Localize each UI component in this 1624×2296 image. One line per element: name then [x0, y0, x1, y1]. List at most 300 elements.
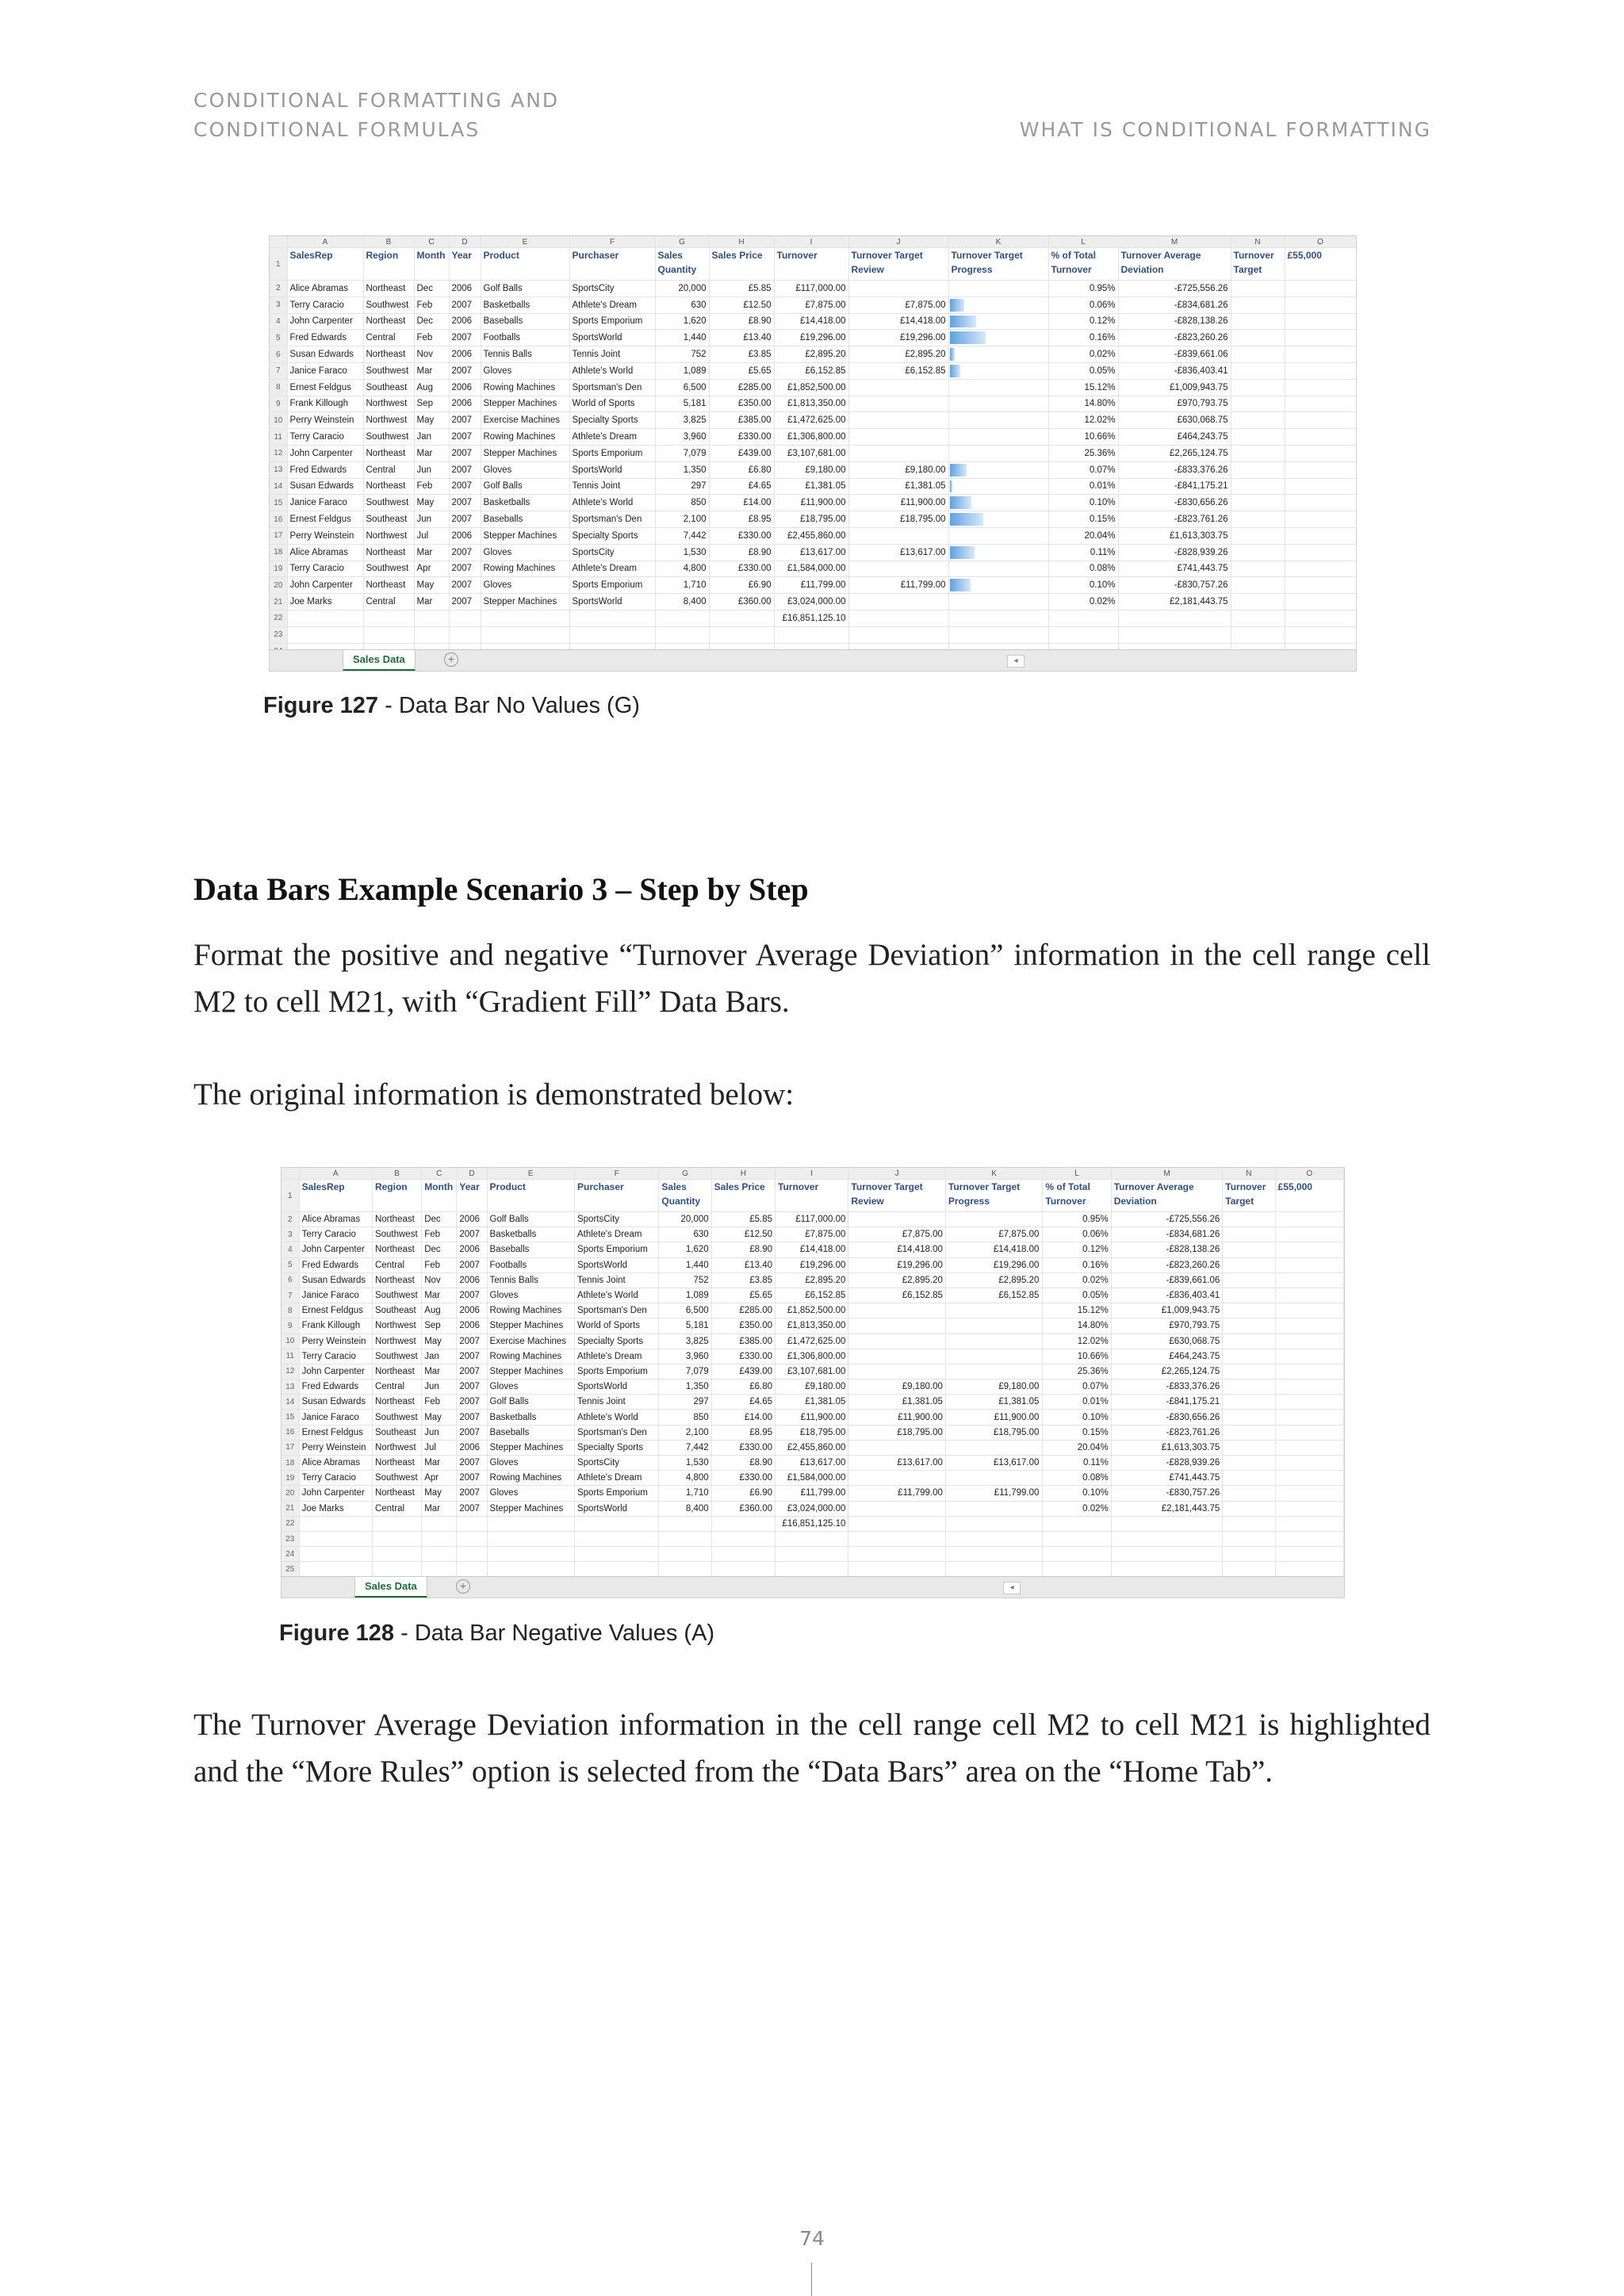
- table-cell[interactable]: [1275, 1456, 1343, 1471]
- table-cell[interactable]: [1048, 610, 1118, 626]
- table-cell[interactable]: SportsCity: [569, 281, 655, 297]
- table-cell[interactable]: £13,617.00: [848, 1456, 946, 1471]
- table-cell[interactable]: [1231, 561, 1285, 577]
- table-cell[interactable]: -£836,403.41: [1118, 362, 1231, 379]
- table-cell[interactable]: £11,900.00: [774, 495, 848, 511]
- table-cell[interactable]: [569, 610, 655, 626]
- table-cell[interactable]: £1,584,000.00: [774, 561, 848, 577]
- column-header-e[interactable]: E: [481, 236, 569, 248]
- table-cell[interactable]: 3,960: [659, 1349, 711, 1364]
- table-cell[interactable]: Tennis Joint: [569, 346, 655, 363]
- table-cell[interactable]: [945, 1516, 1043, 1531]
- column-header-c[interactable]: C: [422, 1168, 457, 1180]
- table-cell[interactable]: £1,472,625.00: [774, 412, 848, 429]
- table-cell[interactable]: [1048, 626, 1118, 643]
- column-title-9[interactable]: Turnover: [774, 248, 848, 281]
- table-cell[interactable]: -£834,681.26: [1118, 297, 1231, 313]
- table-cell[interactable]: £1,381.05: [774, 478, 848, 495]
- table-cell[interactable]: [1285, 429, 1356, 446]
- table-cell[interactable]: Alice Abramas: [299, 1212, 372, 1227]
- table-cell[interactable]: [1285, 330, 1356, 346]
- table-cell[interactable]: [848, 1501, 946, 1516]
- table-cell[interactable]: £2,265,124.75: [1118, 445, 1231, 461]
- table-cell[interactable]: Athlete's Dream: [569, 561, 655, 577]
- table-cell[interactable]: Sports Emporium: [574, 1242, 658, 1257]
- table-cell[interactable]: -£836,403.41: [1111, 1288, 1223, 1303]
- column-header-a[interactable]: A: [287, 236, 363, 248]
- table-cell[interactable]: 2007: [457, 1486, 487, 1501]
- data-bar-cell[interactable]: [945, 1471, 1043, 1486]
- table-cell[interactable]: 297: [659, 1395, 711, 1410]
- data-bar-cell[interactable]: [945, 1349, 1043, 1364]
- table-cell[interactable]: £1,472,625.00: [776, 1334, 848, 1349]
- table-cell[interactable]: 4,800: [655, 561, 709, 577]
- data-bar-cell[interactable]: [945, 1440, 1043, 1455]
- table-cell[interactable]: Fred Edwards: [287, 330, 363, 346]
- table-cell[interactable]: [481, 626, 569, 643]
- table-cell[interactable]: [1223, 1410, 1275, 1425]
- row-number[interactable]: 8: [282, 1303, 299, 1318]
- table-cell[interactable]: Northeast: [372, 1212, 421, 1227]
- table-cell[interactable]: Janice Faraco: [299, 1410, 372, 1425]
- table-cell[interactable]: Mar: [414, 544, 449, 561]
- table-cell[interactable]: 1,089: [659, 1288, 711, 1303]
- table-cell[interactable]: £7,875.00: [848, 1227, 946, 1242]
- table-cell[interactable]: £970,793.75: [1118, 396, 1231, 412]
- table-cell[interactable]: [948, 626, 1048, 643]
- table-cell[interactable]: [1275, 1272, 1343, 1288]
- table-cell[interactable]: [299, 1516, 372, 1531]
- table-cell[interactable]: £3.85: [711, 1272, 775, 1288]
- table-cell[interactable]: Southwest: [372, 1227, 421, 1242]
- table-cell[interactable]: Terry Caracio: [299, 1227, 372, 1242]
- row-number[interactable]: 4: [282, 1242, 299, 1257]
- table-cell[interactable]: Gloves: [487, 1456, 574, 1471]
- table-cell[interactable]: Sportsman's Den: [569, 379, 655, 396]
- table-cell[interactable]: SportsWorld: [569, 461, 655, 478]
- table-cell[interactable]: £16,851,125.10: [774, 610, 848, 626]
- table-cell[interactable]: John Carpenter: [287, 577, 363, 594]
- table-cell[interactable]: 6,500: [659, 1303, 711, 1318]
- table-cell[interactable]: 1,089: [655, 362, 709, 379]
- table-cell[interactable]: SportsCity: [574, 1212, 658, 1227]
- table-cell[interactable]: [1223, 1212, 1275, 1227]
- table-cell[interactable]: 1,350: [655, 461, 709, 478]
- table-cell[interactable]: [1231, 297, 1285, 313]
- row-number[interactable]: 22: [282, 1516, 299, 1531]
- table-cell[interactable]: Dec: [414, 313, 449, 330]
- row-number[interactable]: 7: [282, 1288, 299, 1303]
- row-number[interactable]: 14: [270, 478, 287, 495]
- column-title-5[interactable]: Product: [487, 1180, 574, 1212]
- table-cell[interactable]: £1,813,350.00: [776, 1318, 848, 1334]
- table-cell[interactable]: Southwest: [363, 495, 414, 511]
- table-cell[interactable]: 2006: [449, 346, 481, 363]
- table-cell[interactable]: [422, 1547, 457, 1562]
- row-number[interactable]: 23: [270, 626, 287, 643]
- table-cell[interactable]: 2007: [457, 1288, 487, 1303]
- table-cell[interactable]: [1231, 461, 1285, 478]
- table-cell[interactable]: 10.66%: [1048, 429, 1118, 446]
- table-cell[interactable]: [848, 1303, 946, 1318]
- table-cell[interactable]: Jun: [414, 461, 449, 478]
- add-sheet-icon[interactable]: +: [456, 1579, 470, 1594]
- table-cell[interactable]: Alice Abramas: [299, 1456, 372, 1471]
- row-number[interactable]: 16: [270, 511, 287, 528]
- table-cell[interactable]: £19,296.00: [774, 330, 848, 346]
- table-cell[interactable]: Athlete's Dream: [574, 1471, 658, 1486]
- table-cell[interactable]: Northeast: [372, 1364, 421, 1379]
- table-cell[interactable]: 0.16%: [1048, 330, 1118, 346]
- table-cell[interactable]: 10.66%: [1043, 1349, 1111, 1364]
- table-cell[interactable]: £1,852,500.00: [776, 1303, 848, 1318]
- table-cell[interactable]: [848, 561, 948, 577]
- table-cell[interactable]: Sports Emporium: [569, 313, 655, 330]
- table-cell[interactable]: [1231, 594, 1285, 610]
- table-cell[interactable]: £6,152.85: [848, 1288, 946, 1303]
- table-cell[interactable]: May: [414, 412, 449, 429]
- table-cell[interactable]: £11,799.00: [848, 1486, 946, 1501]
- column-header-b[interactable]: B: [363, 236, 414, 248]
- table-cell[interactable]: Athlete's World: [569, 362, 655, 379]
- table-cell[interactable]: Central: [372, 1257, 421, 1272]
- data-bar-cell[interactable]: [945, 1395, 1043, 1410]
- table-cell[interactable]: [776, 1531, 848, 1546]
- table-cell[interactable]: [1231, 511, 1285, 528]
- table-cell[interactable]: -£839,661.06: [1118, 346, 1231, 363]
- column-header-k[interactable]: K: [945, 1168, 1043, 1180]
- table-cell[interactable]: £9,180.00: [848, 1380, 946, 1395]
- table-cell[interactable]: £8.95: [709, 511, 774, 528]
- column-header-e[interactable]: E: [487, 1168, 574, 1180]
- table-cell[interactable]: Janice Faraco: [287, 362, 363, 379]
- table-cell[interactable]: Tennis Joint: [574, 1272, 658, 1288]
- data-bar-cell[interactable]: [948, 313, 1048, 330]
- table-cell[interactable]: Jun: [414, 511, 449, 528]
- table-cell[interactable]: Northeast: [372, 1395, 421, 1410]
- table-cell[interactable]: [1223, 1303, 1275, 1318]
- row-number[interactable]: 13: [270, 461, 287, 478]
- table-cell[interactable]: 850: [655, 495, 709, 511]
- table-cell[interactable]: [655, 610, 709, 626]
- column-title-4[interactable]: Year: [457, 1180, 487, 1212]
- table-cell[interactable]: [1275, 1486, 1343, 1501]
- table-cell[interactable]: 2007: [449, 478, 481, 495]
- table-cell[interactable]: [1275, 1242, 1343, 1257]
- table-cell[interactable]: [848, 396, 948, 412]
- table-cell[interactable]: £360.00: [711, 1501, 775, 1516]
- table-cell[interactable]: Janice Faraco: [287, 495, 363, 511]
- table-cell[interactable]: £330.00: [711, 1440, 775, 1455]
- table-cell[interactable]: [848, 445, 948, 461]
- table-cell[interactable]: 14.80%: [1043, 1318, 1111, 1334]
- column-title-14[interactable]: Turnover Target: [1223, 1180, 1275, 1212]
- column-title-8[interactable]: Sales Price: [711, 1180, 775, 1212]
- table-cell[interactable]: Frank Killough: [299, 1318, 372, 1334]
- table-cell[interactable]: [372, 1531, 421, 1546]
- table-cell[interactable]: £350.00: [709, 396, 774, 412]
- data-bar-cell[interactable]: [945, 1288, 1043, 1303]
- table-cell[interactable]: [1275, 1425, 1343, 1440]
- table-cell[interactable]: 0.01%: [1043, 1395, 1111, 1410]
- column-header-d[interactable]: D: [457, 1168, 487, 1180]
- table-cell[interactable]: Terry Caracio: [299, 1349, 372, 1364]
- table-cell[interactable]: Susan Edwards: [299, 1272, 372, 1288]
- table-cell[interactable]: [1231, 610, 1285, 626]
- sheet-tab-sales-data[interactable]: Sales Data: [354, 1577, 427, 1598]
- column-header-d[interactable]: D: [449, 236, 481, 248]
- table-cell[interactable]: 12.02%: [1043, 1334, 1111, 1349]
- table-cell[interactable]: Jan: [422, 1349, 457, 1364]
- table-cell[interactable]: [1231, 429, 1285, 446]
- table-cell[interactable]: -£833,376.26: [1111, 1380, 1223, 1395]
- table-cell[interactable]: Golf Balls: [487, 1212, 574, 1227]
- table-cell[interactable]: £9,180.00: [776, 1380, 848, 1395]
- table-cell[interactable]: [1043, 1516, 1111, 1531]
- table-cell[interactable]: 2007: [449, 362, 481, 379]
- data-bar-cell[interactable]: [948, 412, 1048, 429]
- table-cell[interactable]: £117,000.00: [774, 281, 848, 297]
- data-bar-cell[interactable]: [945, 1425, 1043, 1440]
- table-cell[interactable]: 630: [655, 297, 709, 313]
- table-cell[interactable]: Tennis Balls: [481, 346, 569, 363]
- table-cell[interactable]: [1285, 478, 1356, 495]
- data-bar-cell[interactable]: [948, 527, 1048, 544]
- table-cell[interactable]: 20,000: [655, 281, 709, 297]
- table-cell[interactable]: Northeast: [372, 1242, 421, 1257]
- column-title-1[interactable]: SalesRep: [299, 1180, 372, 1212]
- table-cell[interactable]: 2007: [457, 1471, 487, 1486]
- table-cell[interactable]: Fred Edwards: [299, 1257, 372, 1272]
- column-title-1[interactable]: SalesRep: [287, 248, 363, 281]
- table-cell[interactable]: [1223, 1288, 1275, 1303]
- table-cell[interactable]: £1,584,000.00: [776, 1471, 848, 1486]
- table-cell[interactable]: £14.00: [709, 495, 774, 511]
- table-cell[interactable]: [1285, 445, 1356, 461]
- table-cell[interactable]: 25.36%: [1048, 445, 1118, 461]
- table-cell[interactable]: £330.00: [709, 527, 774, 544]
- table-cell[interactable]: 1,620: [659, 1242, 711, 1257]
- table-cell[interactable]: Perry Weinstein: [299, 1334, 372, 1349]
- table-cell[interactable]: 297: [655, 478, 709, 495]
- table-cell[interactable]: £12.50: [709, 297, 774, 313]
- row-number[interactable]: 3: [270, 297, 287, 313]
- table-cell[interactable]: 5,181: [659, 1318, 711, 1334]
- table-cell[interactable]: [848, 1562, 946, 1577]
- table-cell[interactable]: 2006: [457, 1303, 487, 1318]
- table-cell[interactable]: £439.00: [709, 445, 774, 461]
- table-cell[interactable]: SportsWorld: [569, 330, 655, 346]
- table-cell[interactable]: [848, 281, 948, 297]
- table-cell[interactable]: Northeast: [363, 445, 414, 461]
- data-bar-cell[interactable]: [948, 379, 1048, 396]
- table-cell[interactable]: £7,875.00: [774, 297, 848, 313]
- table-cell[interactable]: Sep: [414, 396, 449, 412]
- table-cell[interactable]: [1223, 1471, 1275, 1486]
- table-cell[interactable]: Gloves: [487, 1288, 574, 1303]
- table-cell[interactable]: [1111, 1547, 1223, 1562]
- table-cell[interactable]: 2006: [457, 1272, 487, 1288]
- table-cell[interactable]: 0.08%: [1043, 1471, 1111, 1486]
- table-cell[interactable]: -£725,556.26: [1111, 1212, 1223, 1227]
- data-bar-cell[interactable]: [945, 1456, 1043, 1471]
- table-cell[interactable]: [414, 626, 449, 643]
- row-number[interactable]: 12: [282, 1364, 299, 1379]
- table-cell[interactable]: Athlete's World: [574, 1288, 658, 1303]
- column-header-m[interactable]: M: [1118, 236, 1231, 248]
- table-cell[interactable]: [1223, 1318, 1275, 1334]
- row-number[interactable]: 1: [282, 1180, 299, 1212]
- table-cell[interactable]: [1223, 1364, 1275, 1379]
- table-cell[interactable]: 0.02%: [1043, 1272, 1111, 1288]
- row-number[interactable]: 20: [270, 577, 287, 594]
- table-cell[interactable]: £8.95: [711, 1425, 775, 1440]
- table-cell[interactable]: Stepper Machines: [487, 1364, 574, 1379]
- table-cell[interactable]: Feb: [422, 1257, 457, 1272]
- table-cell[interactable]: 0.95%: [1043, 1212, 1111, 1227]
- table-cell[interactable]: Specialty Sports: [574, 1334, 658, 1349]
- table-cell[interactable]: 3,825: [659, 1334, 711, 1349]
- table-cell[interactable]: Rowing Machines: [487, 1471, 574, 1486]
- row-number[interactable]: 18: [282, 1456, 299, 1471]
- table-cell[interactable]: [1223, 1547, 1275, 1562]
- table-cell[interactable]: -£828,939.26: [1111, 1456, 1223, 1471]
- table-cell[interactable]: 2006: [449, 527, 481, 544]
- table-cell[interactable]: Stepper Machines: [487, 1501, 574, 1516]
- table-cell[interactable]: Athlete's World: [569, 495, 655, 511]
- table-cell[interactable]: Northeast: [363, 577, 414, 594]
- table-cell[interactable]: [372, 1516, 421, 1531]
- table-cell[interactable]: Basketballs: [487, 1227, 574, 1242]
- table-cell[interactable]: [848, 1212, 946, 1227]
- row-number[interactable]: 16: [282, 1425, 299, 1440]
- table-cell[interactable]: [1223, 1395, 1275, 1410]
- table-cell[interactable]: [1231, 412, 1285, 429]
- table-cell[interactable]: £2,265,124.75: [1111, 1364, 1223, 1379]
- table-cell[interactable]: [1223, 1501, 1275, 1516]
- table-cell[interactable]: [1285, 346, 1356, 363]
- table-cell[interactable]: £2,895.20: [848, 346, 948, 363]
- table-cell[interactable]: [1275, 1380, 1343, 1395]
- column-header-j[interactable]: J: [848, 236, 948, 248]
- table-cell[interactable]: £14,418.00: [848, 1242, 946, 1257]
- table-cell[interactable]: 1,530: [655, 544, 709, 561]
- column-title-10[interactable]: Turnover Target Review: [848, 248, 948, 281]
- table-cell[interactable]: [1043, 1562, 1111, 1577]
- table-cell[interactable]: Athlete's Dream: [574, 1349, 658, 1364]
- table-cell[interactable]: Southeast: [363, 379, 414, 396]
- select-all-corner[interactable]: [282, 1168, 299, 1180]
- table-cell[interactable]: 7,442: [659, 1440, 711, 1455]
- column-title-3[interactable]: Month: [414, 248, 449, 281]
- table-cell[interactable]: £13,617.00: [848, 544, 948, 561]
- table-cell[interactable]: Aug: [422, 1303, 457, 1318]
- table-cell[interactable]: 0.12%: [1048, 313, 1118, 330]
- table-cell[interactable]: May: [422, 1486, 457, 1501]
- table-cell[interactable]: 7,079: [659, 1364, 711, 1379]
- data-bar-cell[interactable]: [945, 1501, 1043, 1516]
- table-cell[interactable]: [1231, 544, 1285, 561]
- table-cell[interactable]: Gloves: [487, 1380, 574, 1395]
- table-cell[interactable]: 2007: [457, 1410, 487, 1425]
- table-cell[interactable]: 2006: [449, 396, 481, 412]
- column-header-l[interactable]: L: [1048, 236, 1118, 248]
- data-bar-cell[interactable]: [948, 445, 1048, 461]
- table-cell[interactable]: £630,068.75: [1118, 412, 1231, 429]
- table-cell[interactable]: 7,079: [655, 445, 709, 461]
- table-cell[interactable]: [1111, 1562, 1223, 1577]
- table-cell[interactable]: [1275, 1562, 1343, 1577]
- table-cell[interactable]: [1231, 281, 1285, 297]
- table-cell[interactable]: [711, 1547, 775, 1562]
- column-header-c[interactable]: C: [414, 236, 449, 248]
- table-cell[interactable]: 2007: [457, 1227, 487, 1242]
- table-cell[interactable]: 0.10%: [1043, 1410, 1111, 1425]
- table-cell[interactable]: £18,795.00: [848, 1425, 946, 1440]
- table-cell[interactable]: 5,181: [655, 396, 709, 412]
- table-cell[interactable]: [1285, 461, 1356, 478]
- table-cell[interactable]: £360.00: [709, 594, 774, 610]
- column-header-h[interactable]: H: [711, 1168, 775, 1180]
- table-cell[interactable]: Southwest: [372, 1349, 421, 1364]
- data-bar-cell[interactable]: [948, 429, 1048, 446]
- table-cell[interactable]: Rowing Machines: [481, 429, 569, 446]
- table-cell[interactable]: £5.85: [711, 1212, 775, 1227]
- table-cell[interactable]: Tennis Balls: [487, 1272, 574, 1288]
- column-title-8[interactable]: Sales Price: [709, 248, 774, 281]
- table-cell[interactable]: Southeast: [372, 1303, 421, 1318]
- table-cell[interactable]: 0.11%: [1043, 1456, 1111, 1471]
- table-cell[interactable]: £6,152.85: [848, 362, 948, 379]
- table-cell[interactable]: [774, 626, 848, 643]
- table-cell[interactable]: £3,024,000.00: [776, 1501, 848, 1516]
- table-cell[interactable]: Baseballs: [487, 1242, 574, 1257]
- table-cell[interactable]: 0.08%: [1048, 561, 1118, 577]
- table-cell[interactable]: £2,895.20: [848, 1272, 946, 1288]
- table-cell[interactable]: 0.05%: [1048, 362, 1118, 379]
- table-cell[interactable]: £4.65: [711, 1395, 775, 1410]
- table-cell[interactable]: [848, 626, 948, 643]
- table-cell[interactable]: [1285, 297, 1356, 313]
- table-cell[interactable]: [414, 610, 449, 626]
- table-cell[interactable]: £18,795.00: [776, 1425, 848, 1440]
- table-cell[interactable]: 15.12%: [1043, 1303, 1111, 1318]
- table-cell[interactable]: 0.07%: [1048, 461, 1118, 478]
- table-cell[interactable]: Northwest: [372, 1334, 421, 1349]
- table-cell[interactable]: [1285, 511, 1356, 528]
- table-cell[interactable]: SportsWorld: [569, 594, 655, 610]
- table-cell[interactable]: Tennis Joint: [574, 1395, 658, 1410]
- row-number[interactable]: 20: [282, 1486, 299, 1501]
- table-cell[interactable]: [1231, 313, 1285, 330]
- table-cell[interactable]: 0.02%: [1048, 346, 1118, 363]
- row-number[interactable]: 6: [282, 1272, 299, 1288]
- table-cell[interactable]: Alice Abramas: [287, 281, 363, 297]
- table-cell[interactable]: £4.65: [709, 478, 774, 495]
- table-cell[interactable]: 2007: [457, 1425, 487, 1440]
- table-cell[interactable]: 0.15%: [1048, 511, 1118, 528]
- table-cell[interactable]: [848, 429, 948, 446]
- table-cell[interactable]: [848, 1531, 946, 1546]
- table-cell[interactable]: [848, 1318, 946, 1334]
- table-cell[interactable]: [299, 1531, 372, 1546]
- table-cell[interactable]: [1223, 1257, 1275, 1272]
- table-cell[interactable]: Southwest: [363, 362, 414, 379]
- table-cell[interactable]: [1231, 495, 1285, 511]
- table-cell[interactable]: Exercise Machines: [481, 412, 569, 429]
- row-number[interactable]: 23: [282, 1531, 299, 1546]
- table-cell[interactable]: 2007: [449, 511, 481, 528]
